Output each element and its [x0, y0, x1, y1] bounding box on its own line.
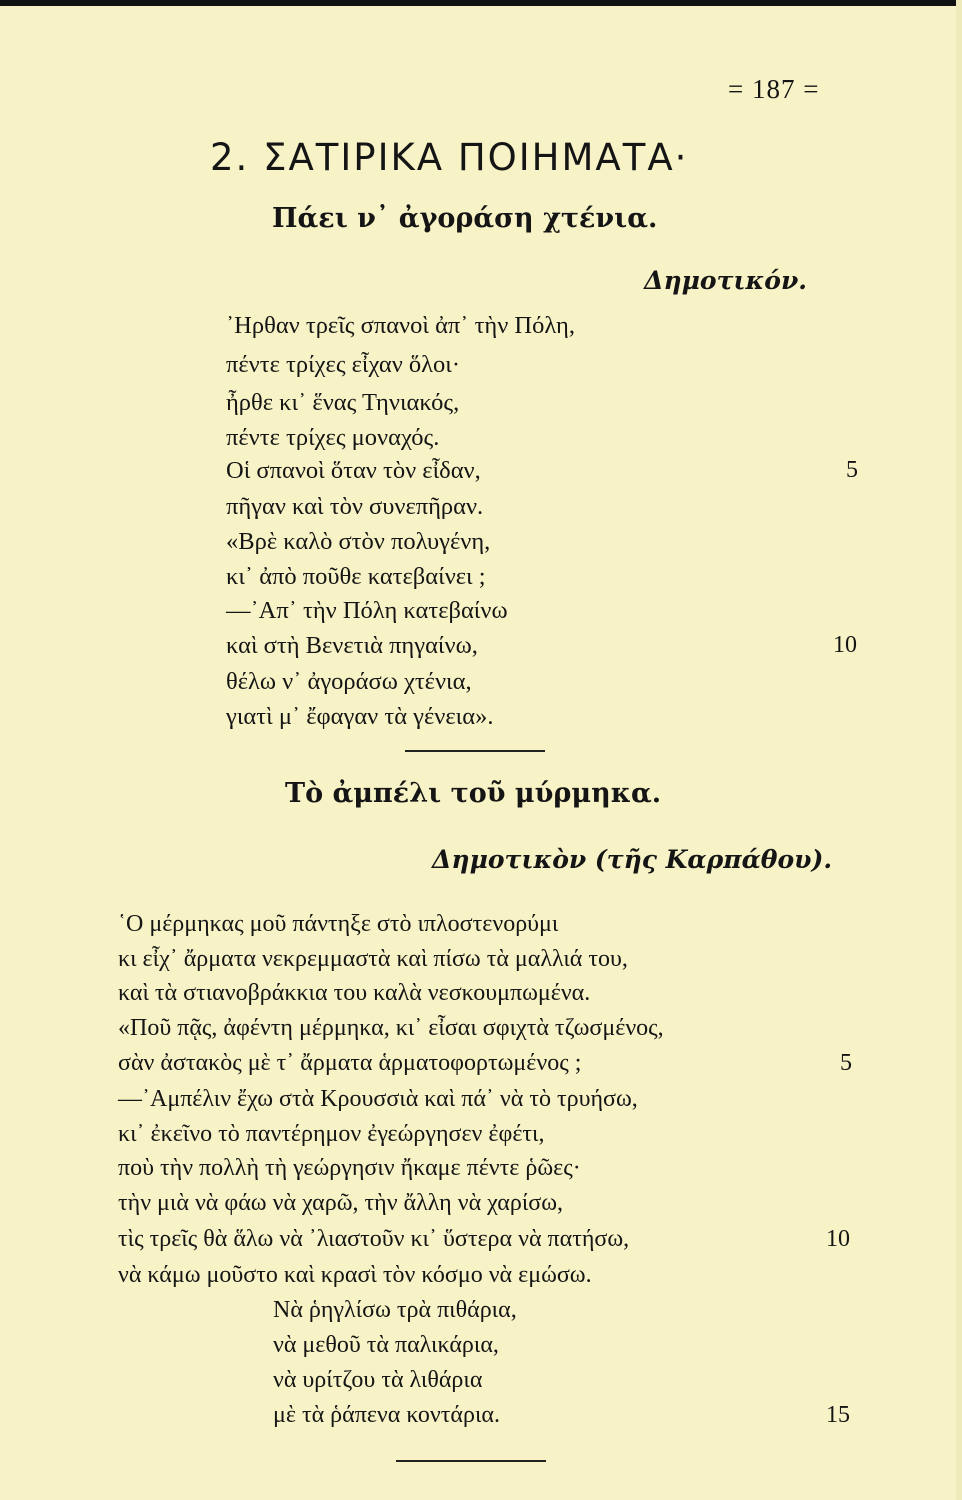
poem2-line-number: 10: [826, 1226, 850, 1252]
poem2-source: Δημοτικὸν (τῆς Καρπάθου).: [432, 845, 833, 874]
poem2-line: —᾿Αμπέλιν ἔχω στὰ Κρουσσιὰ καὶ πά᾿ νὰ τὸ τρυήσω,: [118, 1086, 638, 1112]
poem1-line: γιατὶ μ᾿ ἔφαγαν τὰ γένεια».: [226, 703, 494, 730]
poem2-line: σὰν ἀστακὸς μὲ τ᾿ ἄρματα ἁρματοφορτωμένος ;: [118, 1050, 582, 1076]
poem1-line: καὶ στὴ Βενετιὰ πηγαίνω,: [226, 632, 478, 659]
poem2-line: νὰ κάμω μοῦστο καὶ κρασὶ τὸν κόσμο νὰ εμώσω.: [118, 1262, 592, 1288]
poem1-line: —᾿Απ᾿ τὴν Πόλη κατεβαίνω: [226, 597, 508, 624]
page-top-edge: [0, 0, 962, 6]
poem2-line: «Ποῦ πᾷς, ἀφέντη μέρμηκα, κι᾿ εἶσαι σφιχτὰ τζωσμένος,: [118, 1015, 664, 1041]
section-title: 2. ΣΑΤΙΡΙΚΑ ΠΟΙΗΜΑΤΑ·: [210, 136, 689, 179]
poem2-line: τὶς τρεῖς θὰ ἅλω νὰ ᾿λιαστοῦν κι᾿ ὕστερα νὰ πατήσω,: [118, 1226, 630, 1252]
poem2-line: μὲ τὰ ῥάπενα κοντάρια.: [273, 1402, 500, 1428]
poem2-line-number: 15: [826, 1402, 850, 1428]
page-number: = 187 =: [728, 74, 820, 104]
poem2-line: κι εἶχ᾿ ἄρματα νεκρεμμαστὰ καὶ πίσω τὰ μαλλιά του,: [118, 946, 628, 972]
poem1-line: ᾿Ηρθαν τρεῖς σπανοὶ ἀπ᾿ τὴν Πόλη,: [226, 312, 575, 339]
poem1-source: Δημοτικόν.: [644, 266, 807, 295]
poem2-line-number: 5: [840, 1050, 852, 1076]
poem1-line: πῆγαν καὶ τὸν συνεπῆραν.: [226, 493, 484, 520]
poem1-line-number: 5: [846, 457, 858, 483]
poem2-line: καὶ τὰ στιανοβράκκια του καλὰ νεσκουμπωμένα.: [118, 980, 591, 1006]
divider-rule: [396, 1460, 546, 1462]
poem1-line: κι᾿ ἀπὸ ποῦθε κατεβαίνει ;: [226, 563, 486, 590]
poem2-title: Τὸ ἀμπέλι τοῦ μύρμηκα.: [285, 778, 662, 809]
poem1-line: «Βρὲ καλὸ στὸν πολυγένη,: [226, 528, 491, 555]
divider-rule: [405, 750, 545, 752]
poem2-line: Νὰ ῥηγλίσω τρὰ πιθάρια,: [273, 1297, 517, 1323]
page-right-edge: [956, 0, 962, 1500]
poem2-line: κι᾿ ἐκεῖνο τὸ παντέρημον ἐγεώργησεν ἐφέτι,: [118, 1121, 545, 1147]
poem2-line: ποὺ τὴν πολλὴ τὴ γεώργησιν ἤκαμε πέντε ῥῶες·: [118, 1155, 581, 1181]
poem1-line: Οἱ σπανοὶ ὅταν τὸν εἶδαν,: [226, 457, 481, 484]
poem1-line-number: 10: [833, 632, 857, 658]
poem2-line: τὴν μιὰ νὰ φάω νὰ χαρῶ, τὴν ἄλλη νὰ χαρίσω,: [118, 1190, 564, 1216]
poem1-line: πέντε τρίχες εἶχαν ὅλοι·: [226, 351, 461, 378]
poem1-line: θέλω ν᾿ ἀγοράσω χτένια,: [226, 668, 472, 695]
poem2-line: νὰ μεθοῦ τὰ παλικάρια,: [273, 1332, 499, 1358]
poem1-title: Πάει ν᾿ ἀγοράση χτένια.: [272, 203, 658, 234]
poem2-line: ῾Ο μέρμηκας μοῦ πάντηξε στὸ ιπλοστενορύμι: [118, 911, 559, 937]
poem2-line: νὰ υρίτζου τὰ λιθάρια: [273, 1367, 483, 1393]
poem1-line: πέντε τρίχες μοναχός.: [226, 424, 440, 451]
poem1-line: ἦρθε κι᾿ ἕνας Τηνιακός,: [226, 389, 460, 416]
